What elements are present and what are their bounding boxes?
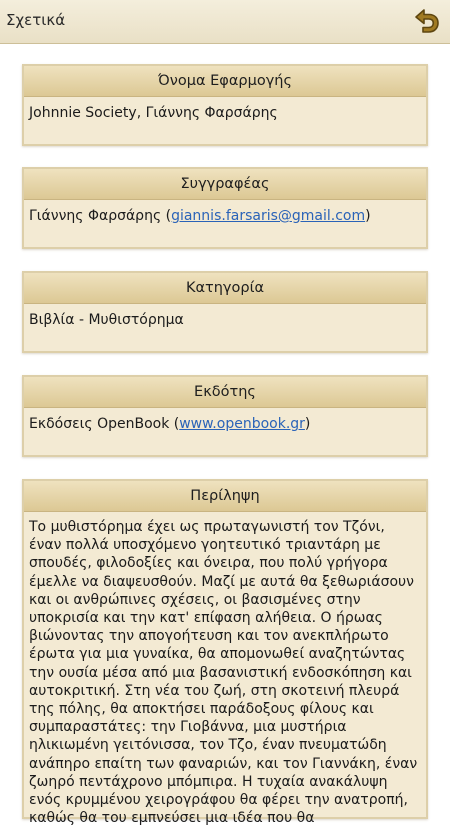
publisher-card	[22, 375, 428, 457]
summary-text: Το μυθιστόρημα έχει ως πρωταγωνιστή τον Τζόνι, έναν πολλά υποσχόμενο γοητευτικό τριαντάρη με σπουδές, φιλοδοξίες και όνειρα, που πολύ γρήγορα έμελλε να διαψευσθούν. Μαζί με αυτά θα ξεθωριάσουν και οι ανθρώπινες σχέσεις, οι βασισμένες στην υποκρισία και την κατ' επίφαση αλήθεια. Ο ήρωας βιώνοντας την απογοήτευση και τον ανεκπλήρωτο έρωτα για μια γυναίκα, θα απομονωθεί αναζητώντας την ουσία μέσα από μια βασανιστική ενδοσκόπηση και αυτοκριτική. Στη νέα του ζωή, στη σκοτεινή πλευρά της πόλης, θα αποκτήσει παράδοξους φίλους και συμπαραστάτες: την Γιοβάννα, μια μυστήρια ηλικιωμένη γειτόνισσα, τον Τζο, έναν πνευματώδη ανάπηρο επαίτη των φαναριών, και τον Γιαννάκη, έναν ζωηρό πεντάχρονο μπόμπιρα. Η τυχαία ανακάλυψη ενός κρυμμένου χειρογράφου θα φέρει την ανατροπή, καθώς θα του εμπνεύσει μια ιδέα που θα	[29, 519, 418, 827]
app-header	[0, 0, 450, 44]
back-arrow-icon	[410, 6, 442, 38]
publisher-website-link[interactable]: www.openbook.gr	[179, 416, 305, 432]
category-heading: Κατηγορία	[24, 273, 426, 304]
author-card	[22, 167, 428, 249]
category-card	[22, 271, 428, 353]
back-button[interactable]	[410, 6, 442, 38]
category-value: Βιβλία - Μυθιστόρημα	[29, 312, 184, 328]
summary-card	[22, 479, 428, 827]
author-email-link[interactable]: giannis.farsaris@gmail.com	[171, 208, 366, 224]
author-heading: Συγγραφέας	[24, 169, 426, 200]
publisher-heading: Εκδότης	[24, 377, 426, 408]
app-name-card	[22, 64, 428, 146]
about-content[interactable]	[0, 44, 450, 827]
author-suffix: )	[365, 208, 371, 224]
publisher-suffix: )	[304, 416, 311, 432]
summary-heading: Περίληψη	[24, 481, 426, 512]
publisher-name: Εκδόσεις OpenBook (	[29, 416, 180, 432]
app-name-heading: Όνομα Εφαρμογής	[24, 66, 426, 97]
app-name-value: Johnnie Society, Γιάννης Φαρσάρης	[29, 105, 278, 121]
publisher-value	[24, 408, 426, 439]
author-name: Γιάννης Φαρσάρης (	[29, 208, 172, 224]
page-title: Σχετικά	[6, 11, 66, 29]
author-value	[24, 200, 426, 231]
